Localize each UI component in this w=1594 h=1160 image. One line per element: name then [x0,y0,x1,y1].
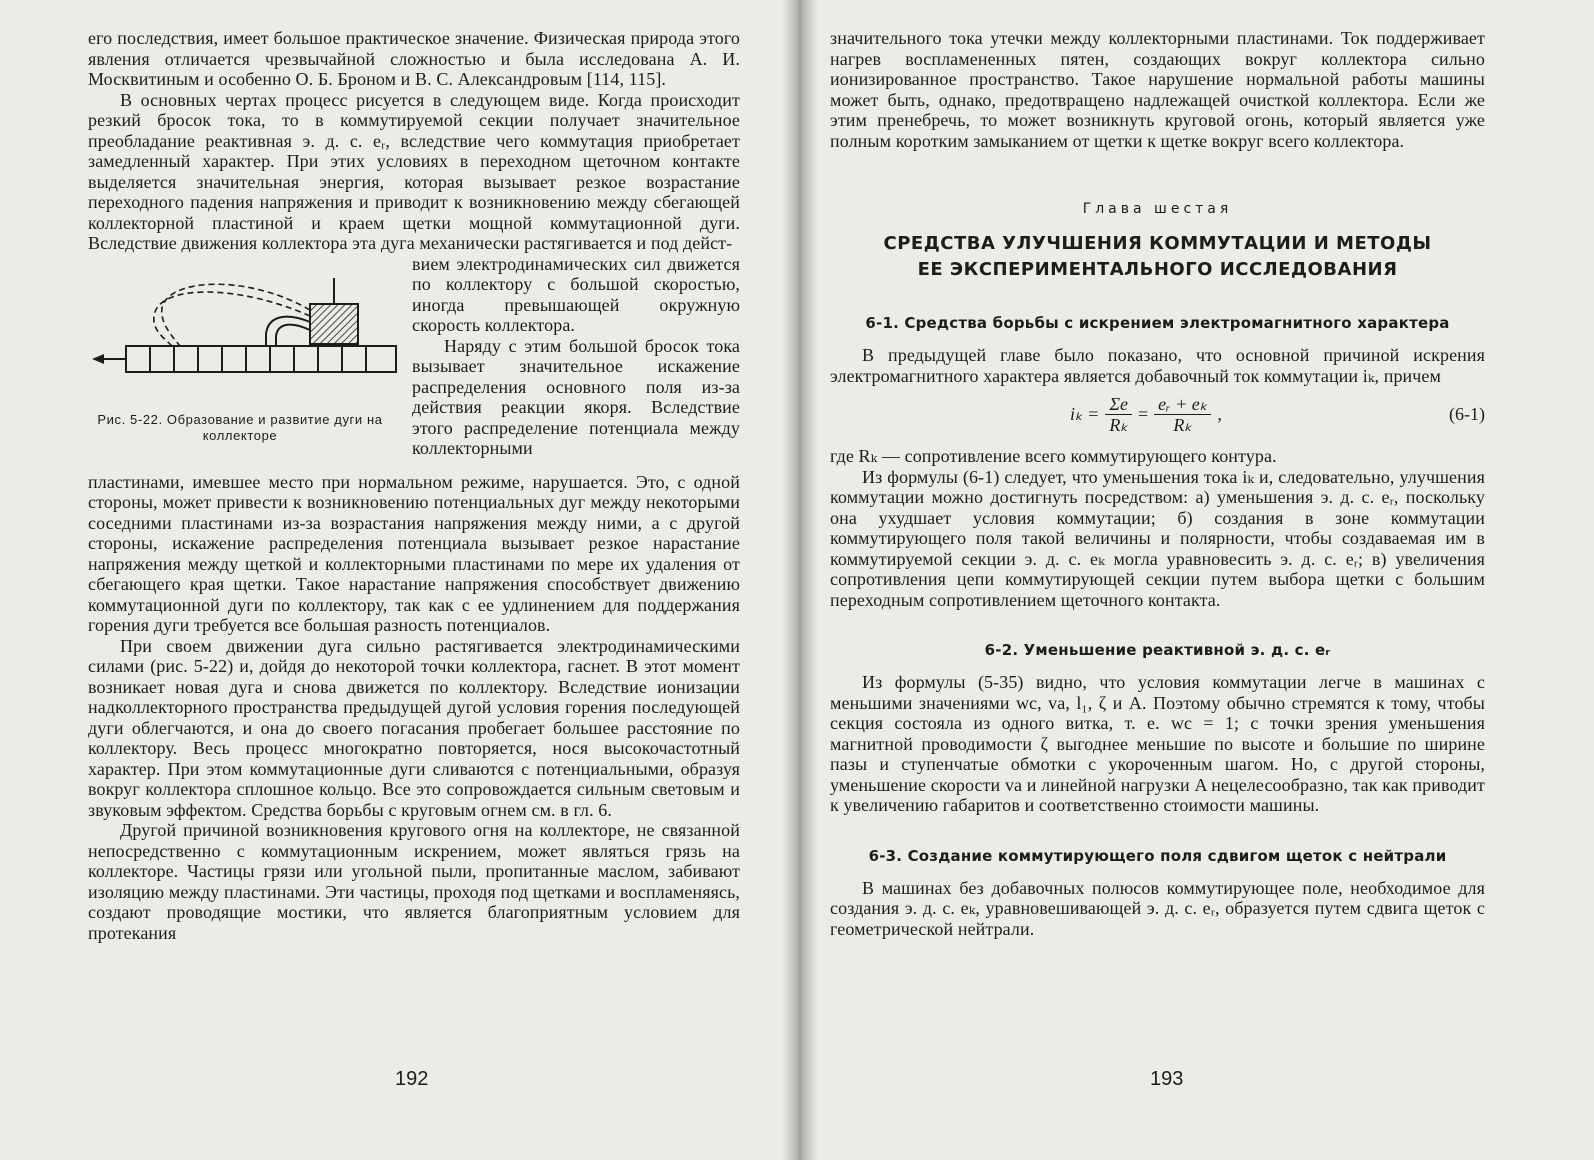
formula-6-1 [830,392,1485,440]
formula-num-1: Σe [1105,394,1132,415]
left-text-column [88,28,740,943]
section-title-6-1: 6-1. Средства борьбы с искрением электромагнитного характера [865,314,1450,332]
section-6-3-paragraph-1: В машинах без добавочных полюсов коммутирующее поле, необходимое для создания э. д. с. eₖ, уравновешивающей э. д. с. eᵣ, образуется путем сдвига щеток с геометрической нейтрали. [830,877,1485,939]
formula-num-2: eᵣ + eₖ [1154,394,1211,415]
figure-side-text [412,254,740,459]
formula-fraction-2 [1154,394,1211,435]
chapter-title-line-2: ЕЕ ЭКСПЕРИМЕНТАЛЬНОГО ИССЛЕДОВАНИЯ [917,259,1398,280]
formula-den-1: Rₖ [1109,415,1128,435]
chapter-title [830,231,1485,283]
left-paragraph-2: В основных чертах процесс рисуется в следующем виде. Когда происходит резкий бросок тока, то в коммутируемой секции получает значительное преобладание реактивная э. д. с. eᵣ, вследствие чего коммутация приобретает замедленный характер. При этих условиях в переходном щеточном контакте выделяется значительная энергия, которая вызывает резкое возрастание переходного падения напряжения и приводит к возникновению между сбегающей коллекторной пластиной и краем щетки мощной коммутационной дуги. Вследствие движения коллектора эта дуга механически растягивается и под дейст- [88,89,740,253]
left-paragraph-3-rest: пластинами, имевшее место при нормальном режиме, нарушается. Это, с одной стороны, может привести к возникновению потенциальных дуг между некоторыми соседними пластинами из-за возрастания напряжения между ними, а с другой стороны, искажение распределения потенциала вызывает резкое нарастание напряжения между щеткой и коллекторными пластинами по мере их удаления от сбегающего края щетки. Такое нарастание напряжения способствует движению коммутационной дуги по коллектору, так как с ее удлинением для поддержания горения дуги требуется все большая разность потенциалов. [88,471,740,635]
section-title-6-3: 6-3. Создание коммутирующего поля сдвигом щеток с нейтрали [868,846,1447,865]
page-number-left: 192 [395,1068,429,1090]
right-page [800,0,1594,1160]
formula-body [1070,394,1222,435]
formula-equals: = [1138,404,1149,424]
left-paragraph-4: При своем движении дуга сильно растягивается электродинамическими силами (рис. 5-22) и, дойдя до некоторой точки коллектора, гаснет. В этот момент возникает новая дуга и снова движется по коллектору. Вследствие ионизации надколлекторного пространства предыдущей дугой условия горения последующей дуги облегчаются, и она до своего погасания пробегает большее расстояние по коллектору. Весь процесс многократно повторяется, нося высокочастотный характер. При этом коммутационные дуги сливаются с потенциальными, образуя вокруг коллектора сплошное кольцо. Все это сопровождается сильным световым и звуковым эффектом. Средства борьбы с круговым огнем см. в гл. 6. [88,635,740,820]
left-paragraph-1: его последствия, имеет большое практическое значение. Физическая природа этого явления отличается чрезвычайной сложностью и была исследована А. И. Москвитиным и особенно О. Б. Броном и В. С. Александровым [114, 115]. [88,28,740,89]
left-paragraph-3-start: Наряду с этим большой бросок тока вызывает значительное искажение распределения основного поля из-за действия реакции якоря. Вследствие этого распределение потенциала между коллекторными [412,335,740,458]
formula-tail: , [1217,404,1222,424]
section-6-1-paragraph-3: Из формулы (6-1) следует, что уменьшения тока iₖ и, следовательно, улучшения коммутации можно достигнуть посредством: а) уменьшения э. д. с. eᵣ, поскольку она ухудшает условия коммутации; б) создания в зоне коммутации коммутирующего поля такой величины и полярности, чтобы создаваемая им в коммутируемой секции э. д. с. eₖ могла уравновесить э. д. с. eᵣ; в) увеличения сопротивления цепи коммутирующей секции путем выбора щетки с большим переходным сопротивлением щеточного контакта. [830,466,1485,610]
chapter-label: Глава шестая [1082,201,1233,217]
left-paragraph-2-cont: вием электродинамических сил движется по коллектору с большой скоростью, иногда превышающей окружную скорость коллектора. [412,253,740,335]
commutator-arc-figure [88,264,398,404]
formula-den-2: Rₖ [1173,415,1193,435]
section-title-6-2: 6-2. Уменьшение реактивной э. д. с. eᵣ [984,641,1331,659]
section-6-2-paragraph-1: Из формулы (5-35) видно, что условия коммутации легче в машинах с меньшими значениями wc, va, l₁, ζ и A. Поэтому обычно стремятся к тому, чтобы секция состояла из одного витка, т. е. wc = 1; с точки зрения уменьшения магнитной проводимости ζ выгоднее меньшие по высоте и большие по ширине пазы и ступенчатые обмотки с укороченным шагом. Но, с другой стороны, уменьшение скорости va и линейной нагрузки A нецелесообразно, так как приводит к увеличению габаритов и соответственно стоимости машины. [830,672,1485,815]
figure-caption: Рис. 5-22. Образование и развитие дуги на коллекторе [97,411,383,443]
left-paragraph-5: Другой причиной возникновения кругового огня на коллекторе, не связанной непосредственно с коммутационным искрением, может являться грязь на коллекторе. Частицы грязи или угольной пыли, пропитанные маслом, забивают изоляцию между пластинами. Эти частицы, проходя под щетками и воспламеняясь, создают проводящие мостики, что является благоприятным условием для протекания [88,820,740,943]
figure-block [88,254,740,472]
section-6-1-paragraph-1: В предыдущей главе было показано, что основной причиной искрения электромагнитного характера является добавочный ток коммутации iₖ, причем [830,345,1485,386]
formula-number: (6-1) [1449,404,1485,424]
right-paragraph-1: значительного тока утечки между коллекторными пластинами. Ток поддерживает нагрев воспламененных пятен, создающих вокруг коллектора сильно ионизированное пространство. Такое нарушение нормальной работы машины может быть, однако, предотвращено надлежащей очисткой коллектора. Если же этим пренебречь, то может возникнуть круговой огонь, который является уже полным коротким замыканием от щетки к щетке вокруг всего коллектора. [830,28,1485,151]
page-number-right: 193 [1150,1068,1184,1090]
formula-lhs: iₖ = [1070,404,1100,424]
section-6-1-paragraph-2: где Rₖ — сопротивление всего коммутирующего контура. [830,446,1277,466]
right-text-column [830,28,1485,939]
chapter-title-line-1: СРЕДСТВА УЛУЧШЕНИЯ КОММУТАЦИИ И МЕТОДЫ [883,233,1432,254]
formula-fraction-1 [1105,394,1132,435]
